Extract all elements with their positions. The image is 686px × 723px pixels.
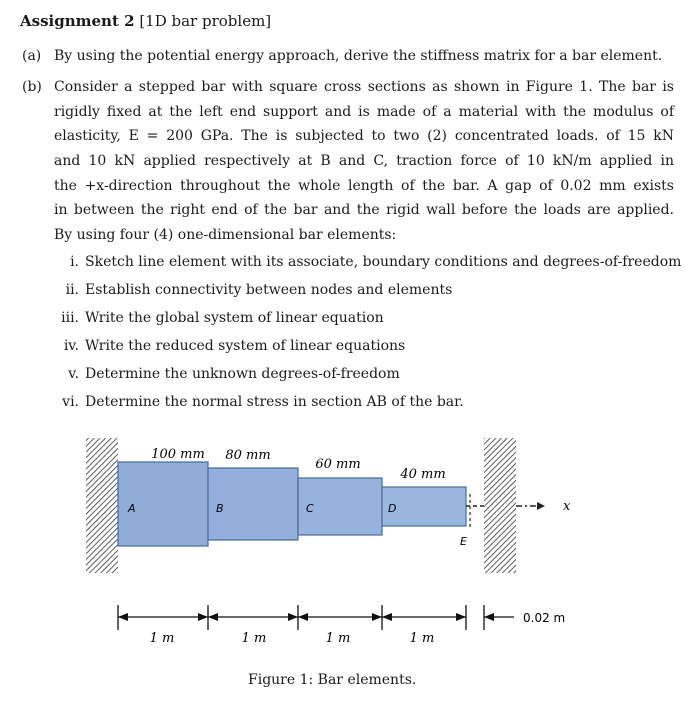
task-text: Sketch line element with its associate, boundary conditions and degrees-of-freedom <box>85 254 682 270</box>
section-size-label: 60 mm <box>315 457 361 472</box>
dimension-lines <box>118 605 514 630</box>
part-b-line: in between the right end of the bar and the rigid wall before the loads are applied. <box>54 202 674 219</box>
x-axis-arrow-icon <box>537 502 545 510</box>
segment-length-label: 1 m <box>149 631 175 646</box>
segment-length-label: 1 m <box>409 631 435 646</box>
task-text: Write the reduced system of linear equations <box>85 338 406 354</box>
task-number: iii. <box>61 310 79 326</box>
part-a-text: By using the potential energy approach, derive the stiffness matrix for a bar element. <box>54 48 663 64</box>
part-b-line: and 10 kN applied respectively at B and C, traction force of 10 kN/m applied in <box>54 153 674 170</box>
part-b-line: elasticity, E = 200 GPa. The is subjected to two (2) concentrated loads. of 15 kN <box>54 128 674 145</box>
task-number: i. <box>70 254 79 270</box>
part-a-label: (a) <box>22 48 42 64</box>
task-number: ii. <box>65 282 79 298</box>
section-size-label: 80 mm <box>225 448 271 463</box>
part-b-line: the +x-direction throughout the whole length of the bar. A gap of 0.02 mm exists <box>54 177 674 194</box>
task-text: Determine the unknown degrees-of-freedom <box>85 366 400 382</box>
left-wall <box>86 438 118 573</box>
x-axis-label: x <box>563 499 571 514</box>
section-size-label: 100 mm <box>151 447 205 462</box>
task-text: Write the global system of linear equation <box>85 310 384 326</box>
assignment-title-main: Assignment 2 <box>20 12 135 30</box>
task-text: Determine the normal stress in section AB of the bar. <box>85 394 464 410</box>
section-size-label: 40 mm <box>400 467 446 482</box>
part-b-line: Consider a stepped bar with square cross sections as shown in Figure 1. The bar is <box>54 79 674 95</box>
node-label: D <box>388 502 397 515</box>
segment-length-label: 1 m <box>325 631 351 646</box>
figure-caption: Figure 1: Bar elements. <box>248 672 417 688</box>
right-wall <box>484 438 516 573</box>
task-text: Establish connectivity between nodes and elements <box>85 282 453 298</box>
node-label: E <box>460 535 467 548</box>
task-number: v. <box>68 366 79 382</box>
task-number: vi. <box>62 394 79 410</box>
part-b-line: By using four (4) one-dimensional bar elements: <box>54 227 397 244</box>
assignment-title-sub: [1D bar problem] <box>139 12 272 30</box>
task-number: iv. <box>63 338 79 354</box>
node-label: C <box>306 502 314 515</box>
part-b-label: (b) <box>22 79 42 95</box>
segment-length-label: 1 m <box>241 631 267 646</box>
gap-label: 0.02 m <box>523 611 566 625</box>
node-label: A <box>128 502 136 515</box>
part-b-line: rigidly fixed at the left end support and is made of a material with the modulus of <box>54 103 674 120</box>
node-label: B <box>216 502 224 515</box>
